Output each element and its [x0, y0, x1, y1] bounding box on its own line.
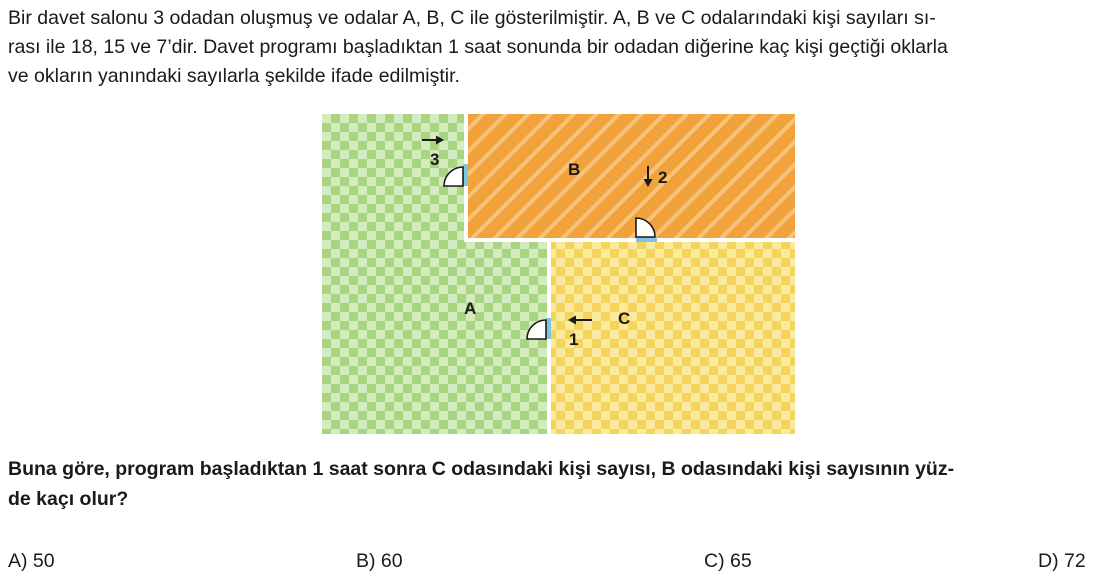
- floor-plan-svg: [322, 114, 795, 434]
- option-b[interactable]: B) 60: [356, 550, 403, 572]
- question-text: [8, 454, 1112, 514]
- transfer-a-to-b-count: 3: [430, 150, 440, 169]
- intro-line-3: ve okların yanındaki sayılarla şekilde ifade edilmiştir.: [8, 65, 460, 87]
- floor-plan-figure: [322, 114, 795, 434]
- room-c-area: [551, 242, 795, 434]
- option-a[interactable]: A) 50: [8, 550, 55, 572]
- room-b-label: B: [568, 160, 581, 179]
- transfer-c-to-a-count: 1: [569, 330, 579, 349]
- room-b-area: [468, 114, 795, 238]
- transfer-b-to-c-count: 2: [658, 168, 668, 187]
- intro-line-2: rası ile 18, 15 ve 7’dir. Davet programı başladıktan 1 saat sonunda bir odadan diğerine kaç kişi geçtiği oklarla: [8, 36, 948, 58]
- option-c[interactable]: C) 65: [704, 550, 752, 572]
- room-c-label: C: [618, 309, 631, 328]
- option-d[interactable]: D) 72: [1038, 550, 1086, 572]
- question-line-2: de kaçı olur?: [8, 488, 129, 510]
- intro-line-1: Bir davet salonu 3 odadan oluşmuş ve odalar A, B, C ile gösterilmiştir. A, B ve C odalarındaki kişi sayıları sı-: [8, 7, 936, 29]
- question-line-1: Buna göre, program başladıktan 1 saat sonra C odasındaki kişi sayısı, B odasındaki kişi sayısının yüz-: [8, 458, 955, 480]
- intro-text: [8, 4, 1112, 91]
- room-a-label: A: [464, 299, 477, 318]
